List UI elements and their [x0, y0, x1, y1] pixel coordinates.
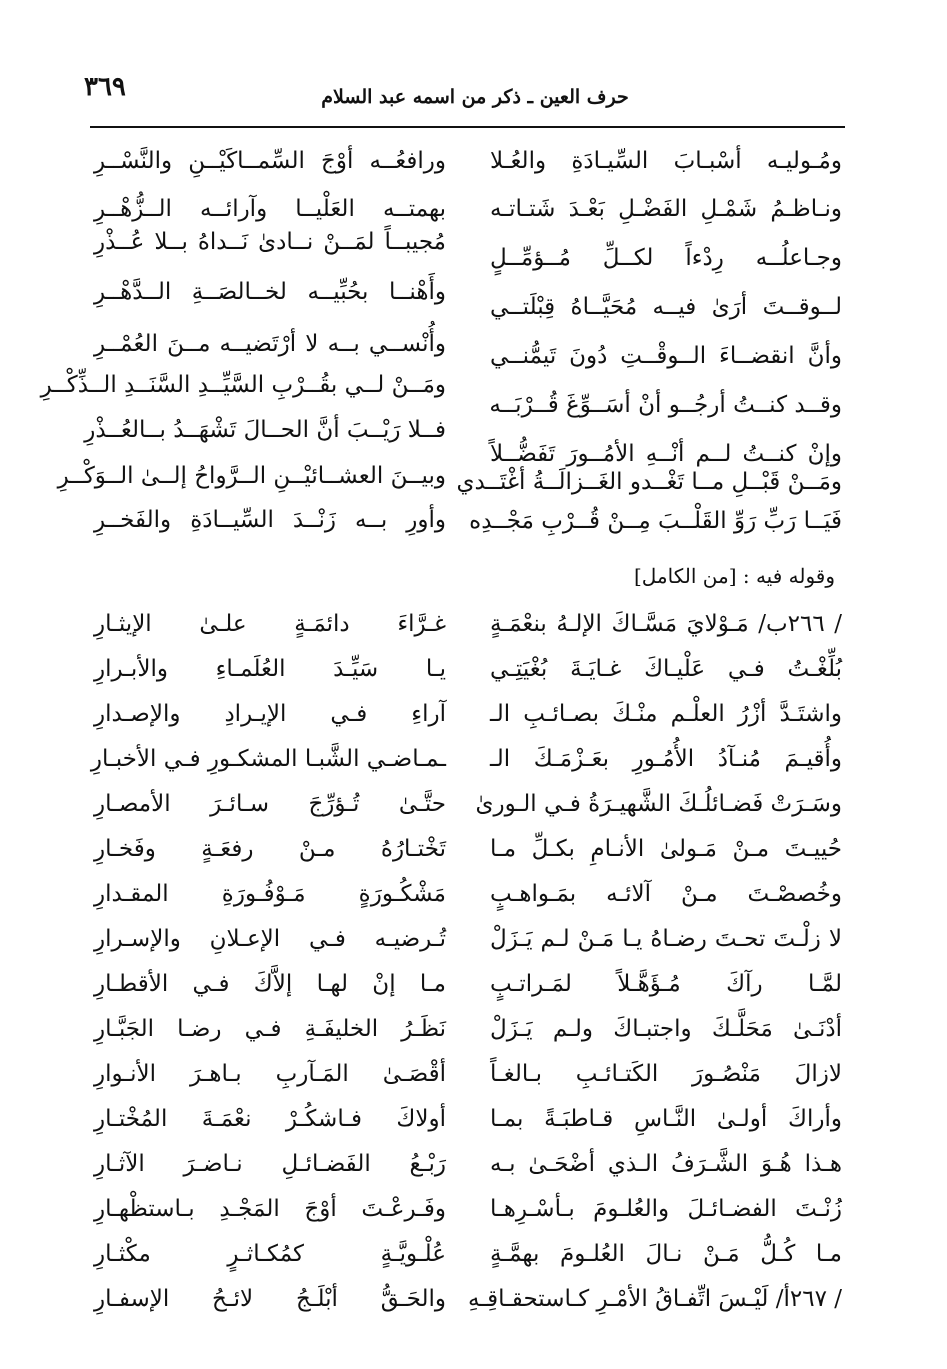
verse-line: وخُصصْـتَ مـنْ آلائـه بمَـواهـبٍ [490, 881, 842, 907]
verse-line: يـا سَيِّـدَ العُلَمـاءِ والأبـرارِ [94, 656, 446, 682]
verse-line: ونـاظـمُ شَمْـلِ الفَضْـلِ بَعْـدَ شَتـاتـه [490, 196, 842, 222]
verse-line: مـا إنْ لهـا إلاَّكَ فـي الأقطـارِ [94, 971, 446, 997]
verse-line: تَخْتـارُهُ مـنْ رفعَـةٍ وفَخـارِ [94, 836, 446, 862]
page-number: ٣٦٩ [84, 72, 126, 102]
verse-line: زُنْـتَ الفضـائـلَ والعُلـومَ بـأسْـرِهـا [490, 1196, 842, 1222]
verse-line: بهمتــه العَلْيــا وآرائــه الــزُّهْــرِ [94, 196, 446, 222]
verse-line: ورافعُــه أوْجَ السِّمــاكَيْــنِ والنَّسْــرِ [94, 148, 446, 174]
verse-line: والحَـقُّ أبْلَـجُ لائـحُ الإسفـارِ [94, 1286, 446, 1312]
verse-line: وقــد كنــتُ أرجُــو أنْ أسَــوِّغَ قُــرْبَــه [489, 392, 842, 418]
verse-line: لازالَ مَنْصُـورَ الكَتـائـبِ بـالغـاً [490, 1061, 842, 1087]
verse-line: هـذا هُـوَ الشَّـرَفُ الـذي أضْحَـىٰ بـه [490, 1151, 842, 1177]
header-rule [90, 126, 845, 128]
verse-line: لا زلْـتَ تحـتَ رضـاهُ يـا مَـنْ لـم يَـزَلْ [490, 926, 842, 952]
verse-line: أدْنَـىٰ مَحَلَّـكَ واجتبـاكَ ولـم يَـزَلْ [490, 1016, 842, 1042]
verse-line: وأنَّ انقضــاءَ الــوقْــتِ دُونَ تَيمُّنــي [490, 343, 842, 369]
meter-caption: وقوله فيه : [من الكامل] [633, 564, 835, 588]
verse-line: وأورِ بــه زَنْــدَ السِّيــادَةِ والفَخــرِ [94, 507, 446, 533]
verse-line: وأُقيـمَ مُنـآدُ الأُمُـورِ بعَـزْمَـكَ الـ [490, 746, 842, 772]
verse-line: عُلْـويَّـةٍ كمُكـاثـرٍ مكْثـارِ [94, 1241, 446, 1267]
verse-line: أقْصَـىٰ المَـآربِ بـاهـرَ الأنـوارِ [94, 1061, 446, 1087]
verse-line: فَيَــا رَبِّ رَوِّ القَلْــبَ مِــنْ قُــرْبِ مَجْــدِه [469, 508, 842, 534]
verse-line: وإنْ كنــتُ لــم أنْــهِ الأمُــورَ تَفَضُّــلاً [490, 441, 842, 467]
verse-line: أولاكَ فـاشكُـرْ نعْمَـةَ المُخْتـارِ [94, 1106, 446, 1132]
verse-line: وأراكَ أولـىٰ النَّـاسِ قـاطبَـةً بمـا [490, 1106, 842, 1132]
verse-line: حُييـتَ مـنْ مَـولىٰ الأنـامِ بكـلِّ مـا [490, 836, 842, 862]
verse-line: غـرَّاءَ دائمَـةٍ علـىٰ الإيثـارِ [94, 611, 446, 637]
verse-line: وفَـرعْـتَ أوْجَ المَجْـدِ بـاستظْهـارِ [94, 1196, 446, 1222]
verse-line: مـا كُـلُّ مَـنْ نـالَ العُلـومَ بهمَّـةٍ [490, 1241, 842, 1267]
verse-line: آراءِ فـي الإيـرادِ والإصـدارِ [94, 701, 446, 727]
verse-line: وأَهْنــا بحُبِّيــه لخــالصَــةِ الــدَّهْــرِ [94, 279, 446, 305]
verse-line: / ٢٦٦ب/ مَـوْلايَ مَسَّـاكَ الإلـهُ بنعْمَـةٍ [490, 611, 842, 637]
verse-line: مُجيبــاً لمَــنْ نــادىٰ نَــداهُ بــلا عُــذْرِ [94, 229, 446, 255]
verse-line: ـمـاضـي الشَّبـا المشكـورِ فـي الأخبـارِ [90, 746, 446, 772]
verse-line: لمَّـا رآكَ مُـؤَهَّـلاً لمَـراتـبٍ [490, 971, 842, 997]
verse-line: ومُـوليـه أسْبـابَ السِّيـادَةِ والعُـلا [490, 148, 842, 174]
verse-line: ومَــنْ قَبْــلِ مــا تَغْــدو الغَــزالَــةُ أغْتَــدي [456, 469, 842, 495]
verse-line: بُلِّغْـتُ فـي عَلْيـاكَ غـايَـةَ بُغْيَتِـي [490, 656, 842, 682]
running-head: حرف العين ـ ذكر من اسمه عبد السلام [321, 86, 629, 108]
verse-line: رَبْـعُ الفَضـائـلِ نـاضـرَ الآثـارِ [94, 1151, 446, 1177]
verse-line: تُـرضيـه فـي الإعـلانِ والإسـرارِ [94, 926, 446, 952]
verse-line: حتَّـىٰ تُـؤرِّجَ سـائـرَ الأمصـارِ [94, 791, 446, 817]
verse-line: / ٢٦٧أ/ لَيْـسَ اتِّفـاقُ الأمْـرِ كـاستحقـاقِـهِ [468, 1286, 842, 1312]
verse-line: وأُنْســي بــه لا أرْتَضيــه مــنَ العُمْــرِ [94, 331, 446, 357]
verse-line: وسَـرَتْ فَضـائلُـكَ الشَّهيـرَةُ فـي الـورىٰ [475, 791, 842, 817]
verse-line: ومَــنْ لــي بقُــرْبِ السَّيِّــدِ السَّنَــدِ الــذِّكْــرِ [40, 372, 446, 398]
verse-line: فــلا رَيْــبَ أنَّ الحــالَ تَشْهَــدُ بــالعُــذْرِ [84, 417, 446, 443]
verse-line: وجـاعلُــه رِدْءاً لكــلِّ مُــؤمِّــلٍ [490, 245, 842, 271]
verse-line: نَظَـرُ الخليفَـةِ فـي رضـا الجَبَّـارِ [94, 1016, 446, 1042]
verse-line: واشتَـدَّ أزْرُ العلْـم منْـكَ بصـائـبِ الـ [490, 701, 842, 727]
verse-line: وبيــنَ العشــائيْــنِ الــرَّواحُ إلــىٰ الــوَكْــرِ [57, 463, 446, 489]
verse-line: لــوقــتَ أرَىٰ فيــه مُحَيَّــاهُ قِبْلَتــي [490, 294, 842, 320]
verse-line: مَشْكُـورَةٍ مَـوْفُـورَةِ المقـدارِ [94, 881, 446, 907]
